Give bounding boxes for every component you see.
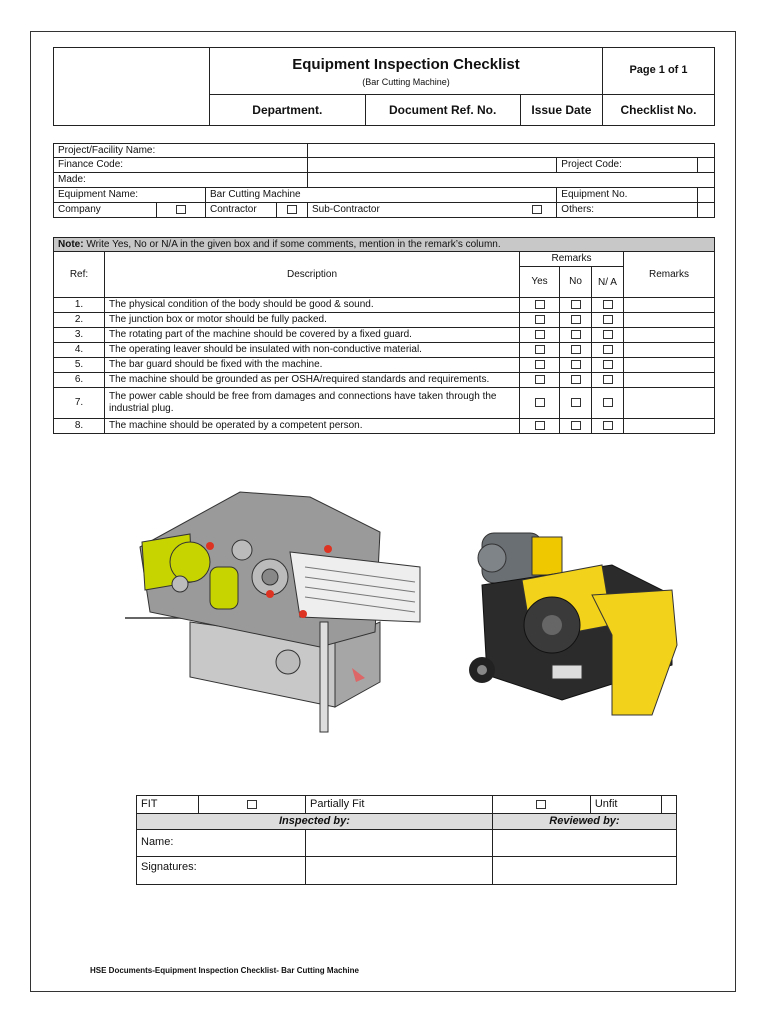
finance-code-label: Finance Code: [54,158,308,173]
page-footer: HSE Documents-Equipment Inspection Checklist- Bar Cutting Machine [90,966,359,975]
yes-checkbox[interactable] [520,419,560,434]
finance-code-field[interactable] [308,158,557,173]
machine-photo-illustration [462,525,684,725]
checklist-row [54,373,715,388]
contractor-checkbox[interactable] [277,203,308,218]
na-checkbox[interactable] [592,298,624,313]
row-description: The machine should be grounded as per OSHA/required standards and requirements. [105,373,520,388]
row-description: The power cable should be free from damages and connections have taken through the industrial plug. [105,388,520,419]
row-remarks-field[interactable] [624,388,715,419]
equipment-no-label: Equipment No. [557,188,698,203]
reviewer-signature-field[interactable] [492,857,676,885]
company-label: Company [54,203,157,218]
yes-checkbox[interactable] [520,343,560,358]
inspector-name-field[interactable] [306,830,493,857]
checklist-row [54,343,715,358]
no-checkbox[interactable] [560,419,592,434]
row-ref: 4. [54,343,105,358]
checklist-row [54,328,715,343]
col-remarks: Remarks [624,252,715,298]
row-ref: 8. [54,419,105,434]
equipment-name-value: Bar Cutting Machine [206,188,557,203]
project-name-field[interactable] [308,144,715,158]
project-code-label: Project Code: [557,158,698,173]
no-checkbox[interactable] [560,358,592,373]
no-checkbox[interactable] [560,388,592,419]
info-table [53,143,715,218]
status-table [136,795,677,885]
row-description: The physical condition of the body should be good & sound. [105,298,520,313]
checklist-row [54,419,715,434]
checklist-note: Note: Write Yes, No or N/A in the given box and if some comments, mention in the remark’s column. [54,238,715,252]
checklist-no-header: Checklist No. [602,94,714,125]
row-ref: 3. [54,328,105,343]
sub-contractor-label: Sub-Contractor [308,203,519,218]
na-checkbox[interactable] [592,328,624,343]
no-checkbox[interactable] [560,373,592,388]
header-table [53,47,715,126]
row-remarks-field[interactable] [624,373,715,388]
name-label: Name: [137,830,306,857]
no-checkbox[interactable] [560,328,592,343]
unfit-label: Unfit [590,796,661,814]
doc-ref-header: Document Ref. No. [365,94,520,125]
inspector-signature-field[interactable] [306,857,493,885]
checklist-table [53,237,715,434]
row-ref: 7. [54,388,105,419]
department-header: Department. [210,94,365,125]
inspected-by-header: Inspected by: [137,814,493,830]
na-checkbox[interactable] [592,373,624,388]
row-ref: 2. [54,313,105,328]
yes-checkbox[interactable] [520,373,560,388]
row-remarks-field[interactable] [624,313,715,328]
row-description: The machine should be operated by a competent person. [105,419,520,434]
checklist-row [54,358,715,373]
made-label: Made: [54,173,308,188]
fit-checkbox[interactable] [199,796,306,814]
project-name-label: Project/Facility Name: [54,144,308,158]
issue-date-header: Issue Date [520,94,602,125]
row-remarks-field[interactable] [624,358,715,373]
row-description: The operating leaver should be insulated with non-conductive material. [105,343,520,358]
yes-checkbox[interactable] [520,388,560,419]
yes-checkbox[interactable] [520,313,560,328]
row-ref: 6. [54,373,105,388]
logo-cell [54,48,210,126]
na-checkbox[interactable] [592,419,624,434]
document-subtitle: (Bar Cutting Machine) [362,76,450,87]
no-checkbox[interactable] [560,313,592,328]
row-remarks-field[interactable] [624,298,715,313]
document-title: Equipment Inspection Checklist (Bar Cutting Machine) [210,48,603,95]
fit-label: FIT [137,796,199,814]
na-checkbox[interactable] [592,388,624,419]
row-description: The bar guard should be fixed with the machine. [105,358,520,373]
machine-drawing-illustration [120,472,430,734]
na-checkbox[interactable] [592,343,624,358]
na-checkbox[interactable] [592,313,624,328]
row-remarks-field[interactable] [624,328,715,343]
signatures-label: Signatures: [137,857,306,885]
yes-checkbox[interactable] [520,358,560,373]
col-description: Description [105,252,520,298]
reviewed-by-header: Reviewed by: [492,814,676,830]
page-number: Page 1 of 1 [602,48,714,95]
partially-fit-checkbox[interactable] [492,796,590,814]
col-no: No [560,267,592,298]
reviewer-name-field[interactable] [492,830,676,857]
checklist-row [54,298,715,313]
row-remarks-field[interactable] [624,343,715,358]
company-checkbox[interactable] [157,203,206,218]
made-field[interactable] [308,173,715,188]
unfit-checkbox-cell[interactable] [661,796,676,814]
project-code-field[interactable] [698,158,715,173]
sub-contractor-checkbox[interactable] [518,203,557,218]
no-checkbox[interactable] [560,298,592,313]
yes-checkbox[interactable] [520,328,560,343]
checklist-row [54,313,715,328]
contractor-label: Contractor [206,203,277,218]
row-description: The junction box or motor should be fully packed. [105,313,520,328]
partially-fit-label: Partially Fit [306,796,493,814]
checklist-row [54,388,715,419]
col-remarks-group: Remarks [520,252,624,267]
others-label: Others: [557,203,698,218]
row-ref: 1. [54,298,105,313]
equipment-name-label: Equipment Name: [54,188,206,203]
na-checkbox[interactable] [592,358,624,373]
others-field[interactable] [698,203,715,218]
equipment-no-field[interactable] [698,188,715,203]
yes-checkbox[interactable] [520,298,560,313]
col-yes: Yes [520,267,560,298]
col-ref: Ref: [54,252,105,298]
row-description: The rotating part of the machine should be covered by a fixed guard. [105,328,520,343]
row-remarks-field[interactable] [624,419,715,434]
no-checkbox[interactable] [560,343,592,358]
row-ref: 5. [54,358,105,373]
col-na: N/ A [592,267,624,298]
